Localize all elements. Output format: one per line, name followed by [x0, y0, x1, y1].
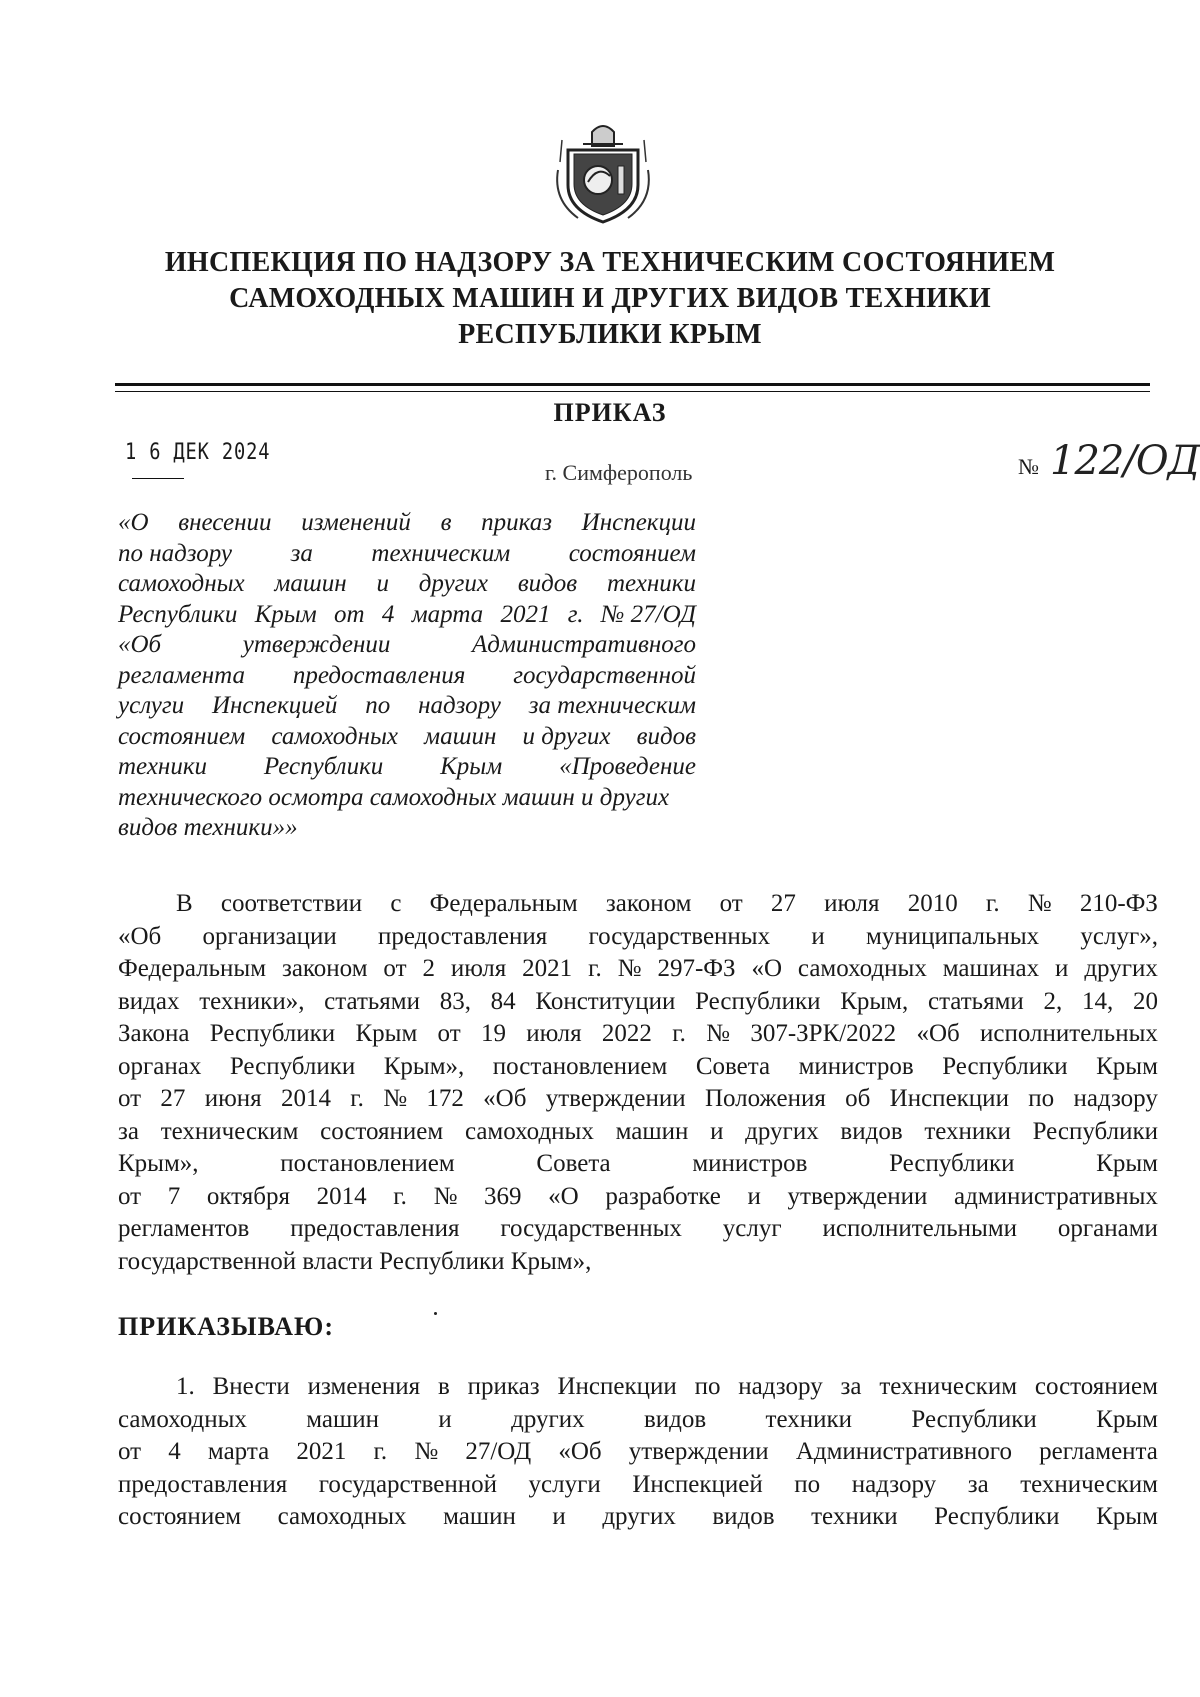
- subject-word: услуги: [118, 692, 185, 719]
- subject-word: от: [334, 600, 365, 628]
- subject-line: [118, 661, 696, 692]
- subject-word: самоходных: [271, 722, 398, 750]
- subject-line: [118, 813, 696, 844]
- subject-word: в: [440, 509, 452, 536]
- subject-line: [118, 508, 696, 539]
- subject-line: [118, 600, 696, 631]
- subject-word: № 27/ОД: [600, 600, 696, 628]
- preamble-line: видах техники», статьями 83, 84 Конституции Республики Крым, статьями 2, 14, 20: [118, 987, 1158, 1015]
- subject-word: видов техники»»: [118, 814, 298, 841]
- date-stamp: 1 6 ДЕК 2024: [125, 440, 271, 465]
- subject-line: [118, 691, 696, 722]
- preamble-line: государственной власти Республики Крым»,: [118, 1247, 592, 1275]
- subject-word: Административного: [471, 631, 696, 658]
- subject-word: Крым: [440, 753, 503, 780]
- subject-word: технического осмотра самоходных машин и других: [118, 783, 670, 811]
- subject-word: и: [376, 570, 389, 597]
- preamble-line: Федеральным законом от 2 июля 2021 г. № 297-ФЗ «О самоходных машинах и других: [118, 955, 1158, 982]
- item-line: предоставления государственной услуги Инспекцией по надзору за техническим: [118, 1470, 1158, 1498]
- handwritten-number: 122/ОД: [1050, 438, 1200, 484]
- subject-word: надзору: [418, 692, 501, 719]
- subject-word: 4: [381, 600, 395, 628]
- item-line: от 4 марта 2021 г. № 27/ОД «Об утверждении Административного регламента: [118, 1438, 1158, 1465]
- subject-word: регламента: [118, 661, 246, 689]
- subject-line: [118, 630, 696, 661]
- header-divider-thin: [115, 391, 1150, 392]
- subject-word: утверждении: [242, 631, 391, 658]
- organization-name: [150, 245, 1070, 353]
- subject-word: за: [290, 539, 313, 567]
- number-sign: №: [1018, 454, 1039, 479]
- subject-word: государственной: [513, 661, 696, 689]
- header-divider-thick: [115, 383, 1150, 386]
- preamble-line: от 7 октября 2014 г. № 369 «О разработке и утверждении административных: [118, 1182, 1158, 1210]
- preamble-line: органах Республики Крым», постановлением Совета министров Республики Крым: [118, 1052, 1158, 1080]
- subject-word: состоянием: [118, 722, 246, 750]
- subject-word: Инспекцией: [211, 692, 338, 719]
- subject-word: Крым: [254, 600, 317, 628]
- subject-word: г.: [567, 600, 584, 628]
- order-item-1: [118, 1371, 1158, 1534]
- document-title: ПРИКАЗ: [553, 398, 667, 427]
- subject-word: по: [365, 692, 391, 719]
- org-name-line: РЕСПУБЛИКИ КРЫМ: [458, 319, 762, 350]
- preamble-line: за техническим состоянием самоходных машин и других видов техники Республики: [118, 1117, 1158, 1145]
- subject-word: «Проведение: [559, 753, 696, 780]
- subject-line: [118, 539, 696, 570]
- subject-word: Республики: [263, 753, 384, 780]
- preamble-line: «Об организации предоставления государственных и муниципальных услуг»,: [118, 922, 1158, 950]
- preamble-line: Закона Республики Крым от 19 июля 2022 г. № 307-ЗРК/2022 «Об исполнительных: [118, 1020, 1158, 1047]
- subject-word: состоянием: [568, 539, 696, 567]
- city-label: г. Симферополь: [545, 460, 693, 485]
- subject-word: техники: [606, 570, 696, 597]
- subject-word: «Об: [118, 631, 162, 658]
- subject-word: видов: [517, 570, 578, 597]
- date-underline: [132, 478, 184, 479]
- subject-word: и других: [522, 722, 611, 750]
- preamble-line: Крым», постановлением Совета министров Республики Крым: [118, 1150, 1158, 1177]
- subject-word: изменений: [301, 509, 411, 536]
- subject-word: Инспекции: [581, 509, 696, 536]
- preamble-line: от 27 июня 2014 г. № 172 «Об утверждении Положения об Инспекции по надзору: [118, 1085, 1158, 1112]
- subject-word: машин: [424, 722, 497, 750]
- order-subject: [118, 508, 696, 844]
- preamble-line: В соответствии с Федеральным законом от 27 июля 2010 г. № 210-ФЗ: [176, 890, 1158, 917]
- subject-word: внесении: [178, 509, 272, 536]
- subject-word: «О: [118, 509, 149, 536]
- subject-word: 2021: [500, 600, 551, 628]
- item-line: состоянием самоходных машин и других видов техники Республики Крым: [118, 1503, 1158, 1530]
- org-name-line: САМОХОДНЫХ МАШИН И ДРУГИХ ВИДОВ ТЕХНИКИ: [229, 283, 991, 314]
- subject-line: [118, 722, 696, 753]
- subject-line: [118, 569, 696, 600]
- subject-word: по надзору: [118, 539, 232, 567]
- subject-word: Республики: [118, 600, 238, 628]
- subject-word: видов: [636, 722, 696, 750]
- stray-dot: [434, 1312, 437, 1315]
- subject-word: марта: [411, 600, 484, 628]
- item-line: 1. Внести изменения в приказ Инспекции по надзору за техническим состоянием: [176, 1373, 1158, 1400]
- subject-word: предоставления: [292, 661, 466, 689]
- org-name-line: ИНСПЕКЦИЯ ПО НАДЗОРУ ЗА ТЕХНИЧЕСКИМ СОСТОЯНИЕМ: [164, 247, 1056, 278]
- subject-word: техническим: [371, 539, 511, 567]
- preamble-line: регламентов предоставления государственных услуг исполнительными органами: [118, 1215, 1158, 1242]
- subject-line: [118, 783, 696, 814]
- subject-word: других: [418, 570, 489, 597]
- order-heading: ПРИКАЗЫВАЮ:: [118, 1312, 334, 1341]
- subject-word: самоходных: [118, 570, 245, 597]
- coat-of-arms-icon: [548, 110, 658, 230]
- subject-word: за техническим: [528, 692, 696, 719]
- item-line: самоходных машин и других видов техники Республики Крым: [118, 1405, 1158, 1433]
- subject-line: [118, 752, 696, 783]
- subject-word: приказ: [481, 509, 552, 536]
- subject-word: машин: [274, 570, 347, 597]
- subject-word: техники: [118, 753, 208, 780]
- preamble-text: [118, 888, 1158, 1278]
